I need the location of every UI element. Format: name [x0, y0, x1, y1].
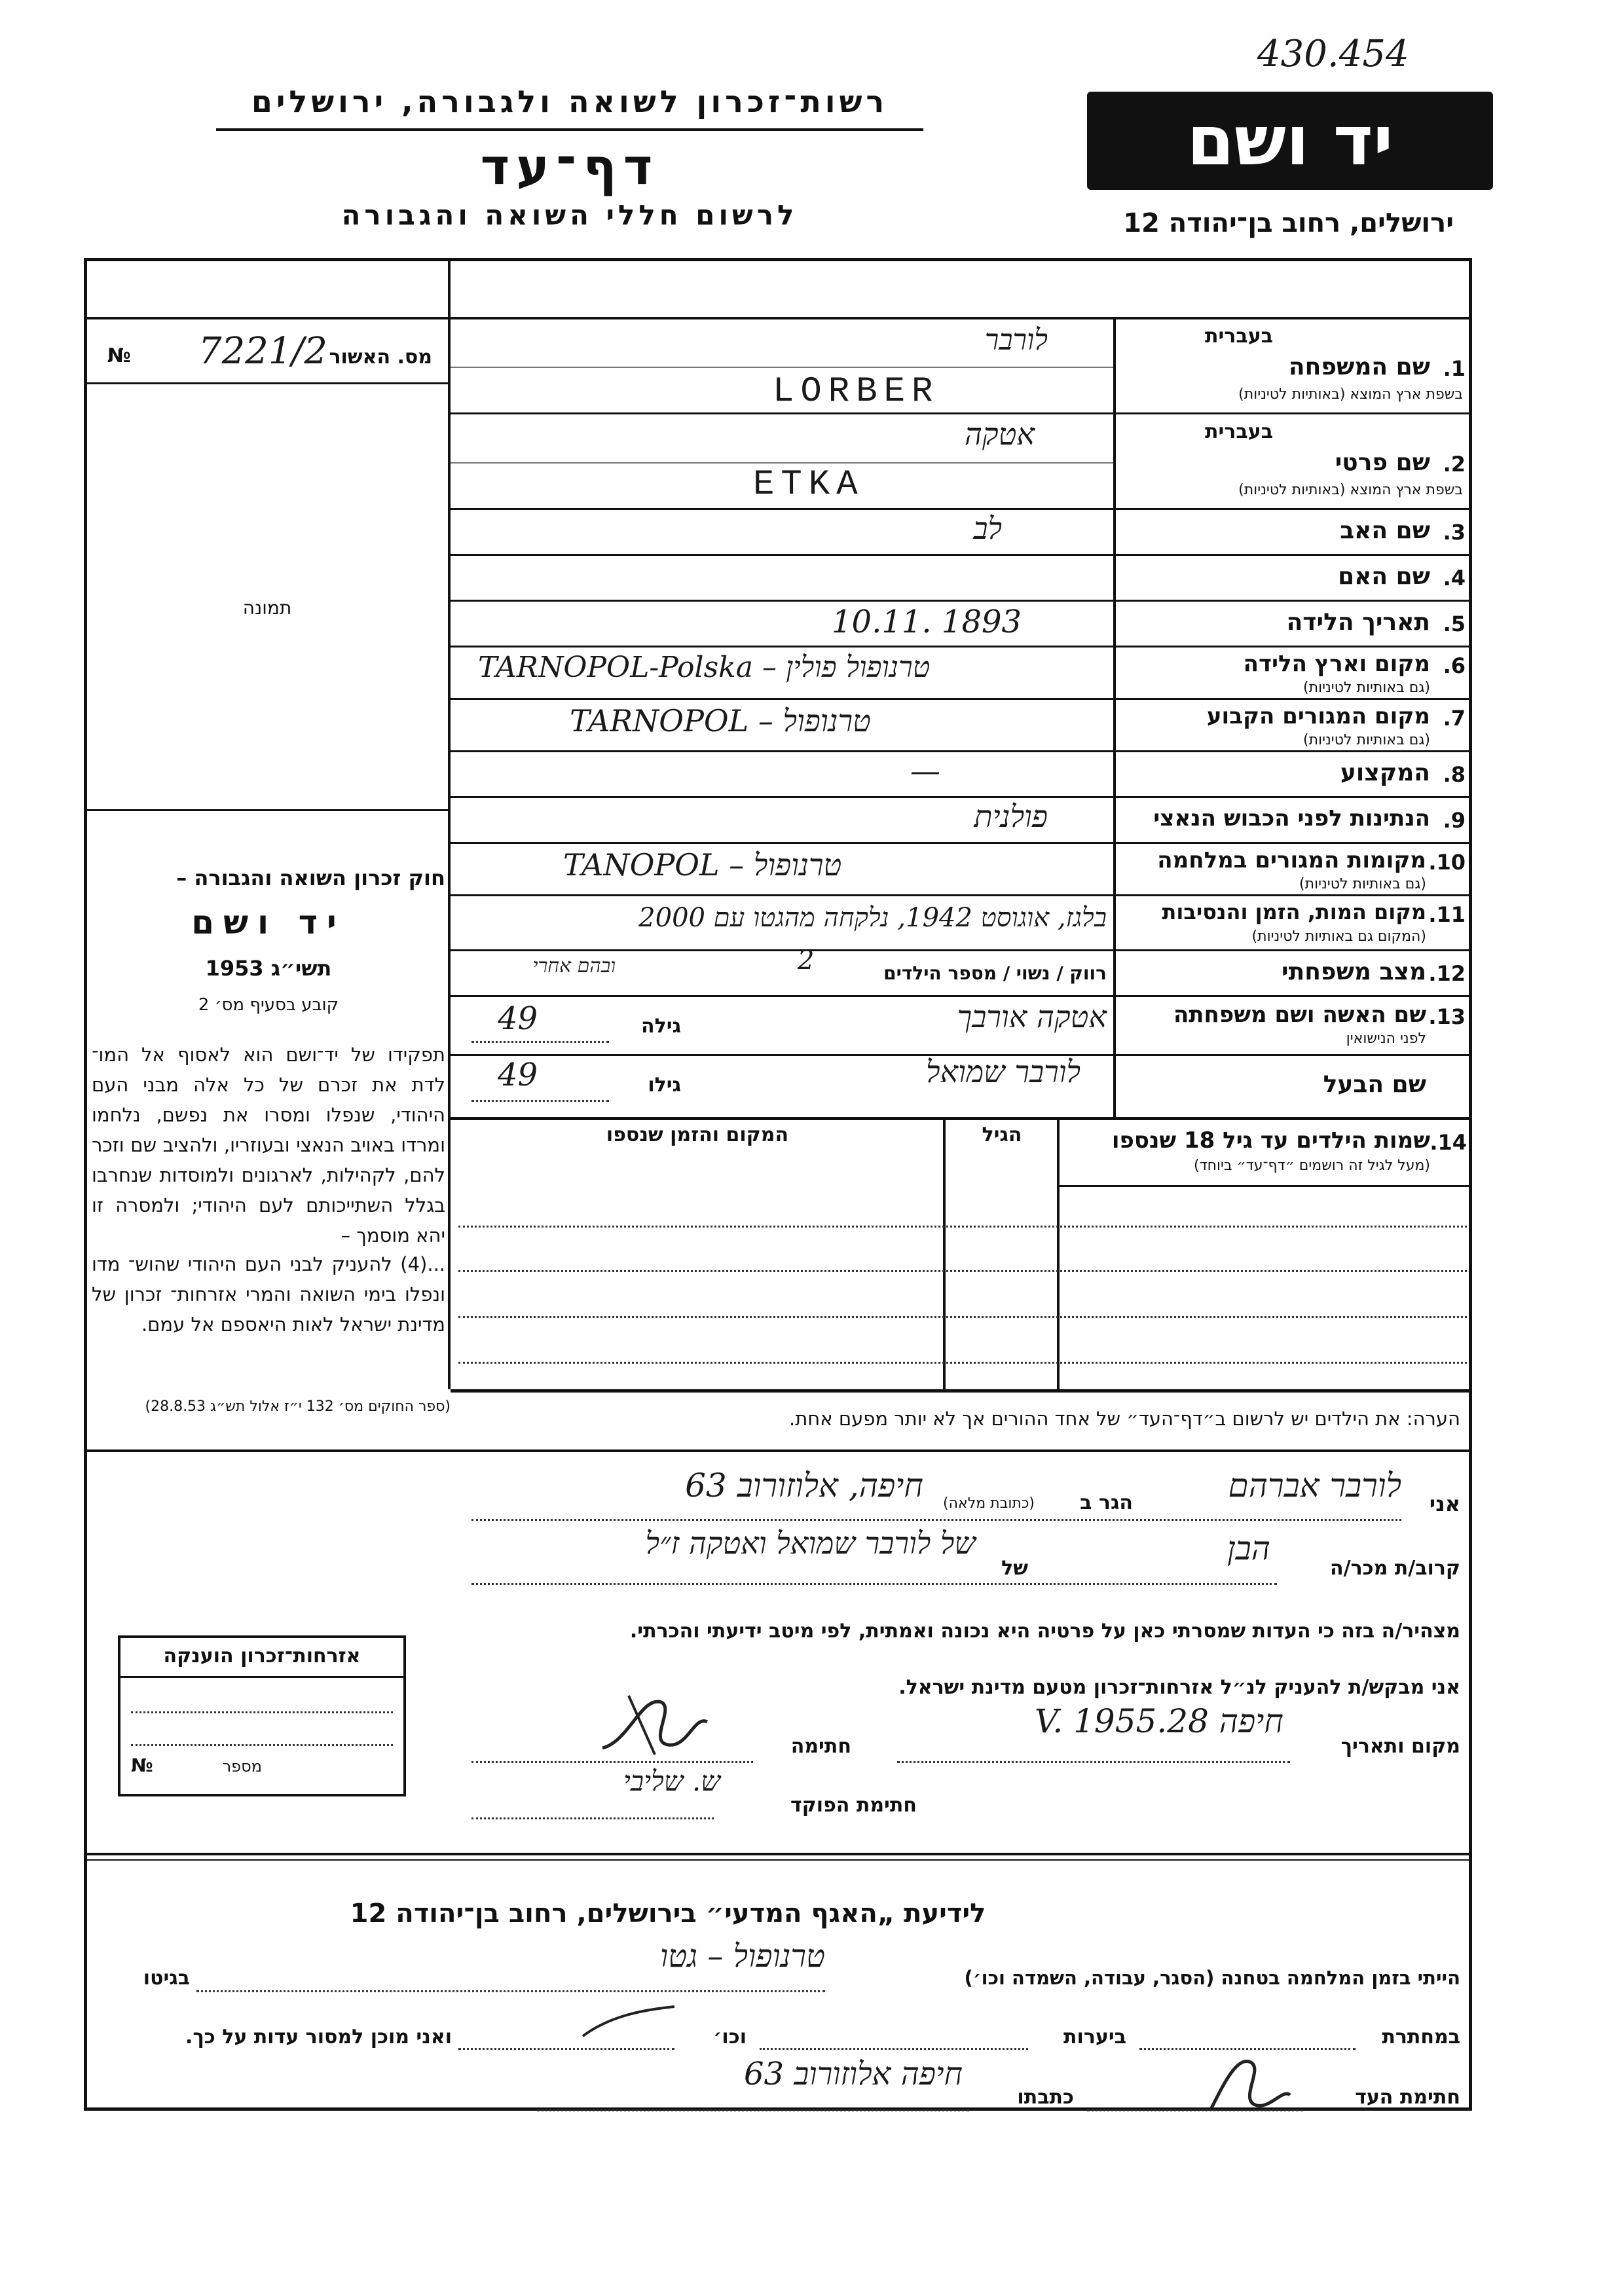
declaration-text: מצהיר/ה בזה כי העדות שמסרתי כאן על פרטיה היא נכונה ואמתית, לפי מיטב ידיעתי והכרתי. — [629, 1620, 1460, 1643]
field-1-value-he: לורבר — [984, 323, 1048, 357]
field-6-sub: (גם באותיות לטיניות) — [1303, 680, 1430, 696]
husband-rule — [451, 1117, 1472, 1120]
citizenship-line-1 — [131, 1711, 393, 1713]
field-13-label: שם האשה ושם משפחתה — [1173, 1002, 1426, 1028]
photo-rule — [84, 809, 451, 811]
field-9-value: פולנית — [974, 799, 1048, 834]
field-6-rule — [451, 698, 1472, 700]
field-5-label-cell — [1116, 602, 1469, 646]
confirm-number-row — [92, 330, 439, 373]
field-13-number: 13. — [1428, 1004, 1466, 1029]
field-12-value: 2 — [798, 945, 815, 975]
declarant-of-label: של — [1001, 1557, 1028, 1580]
field-2-label-cell — [1116, 415, 1469, 508]
bottom-forests-dots — [760, 2048, 1028, 2050]
field-10-number: 10. — [1428, 850, 1466, 875]
field-6-label-cell — [1116, 648, 1469, 698]
field-11-value: בלגז, אוגוסט 1942, נלקחה מהגטו עם 2000 — [638, 903, 1107, 933]
bottom-line1-value: טרנופול – גטו — [660, 1938, 825, 1975]
field-7-rule — [451, 750, 1472, 752]
citizenship-title-rule — [118, 1676, 406, 1678]
field-13-age: 49 — [498, 1000, 538, 1037]
address-label: כתבתו — [1017, 2086, 1074, 2109]
field-7-sub: (גם באותיות לטיניות) — [1303, 732, 1430, 748]
field-2-rule — [451, 508, 1472, 510]
bottom-etc-dots — [458, 2048, 674, 2050]
field-9-label: הנתינות לפני הכבוש הנאצי — [1153, 805, 1430, 831]
field-11-number: 11. — [1428, 902, 1466, 927]
note: הערה: את הילדים יש לרשום ב״דף־העד״ של אחד ההורים אך לא יותר מפעם אחת. — [789, 1408, 1460, 1430]
place-date-line — [897, 1761, 1290, 1763]
field-4-label-cell — [1116, 556, 1469, 600]
field-5-rule — [451, 646, 1472, 647]
husband-age: 49 — [498, 1057, 538, 1093]
place-date-label: מקום ותאריך — [1340, 1735, 1460, 1758]
field-1-number: 1. — [1443, 356, 1466, 381]
field-8-number: 8. — [1443, 762, 1466, 787]
confirm-label: מס. האשור — [329, 346, 432, 369]
children-row-4 — [458, 1362, 1467, 1364]
field-6-value: TARNOPOL-Polska – טרנופול פולין — [478, 651, 931, 684]
field-7-number: 7. — [1443, 706, 1466, 731]
address: ירושלים, רחוב בן־יהודה 12 — [1123, 208, 1454, 238]
officer-label: חתימת הפוקד — [790, 1794, 917, 1817]
declarant-line-2 — [471, 1583, 1277, 1585]
field-11-label-cell — [1116, 897, 1469, 949]
field-13-label-cell — [1116, 998, 1469, 1054]
left-col-rule — [448, 258, 451, 1389]
address-value: חיפה אלוזורוב 63 — [743, 2056, 963, 2092]
declarant-name: לורבר אברהם — [1228, 1467, 1401, 1504]
declarant-of-value: של לורבר שמואל ואטקה ז״ל — [645, 1525, 976, 1561]
declarant-relation-label: קרוב/ת מכר/ה — [1330, 1557, 1460, 1580]
request-text: אני מבקש/ת להעניק לנ״ל אזרחות־זכרון מטעם מדינת ישראל. — [898, 1676, 1460, 1699]
field-8-rule — [451, 796, 1472, 798]
signature-label: חתימה — [790, 1735, 851, 1758]
form-title: דף־עד — [480, 137, 659, 196]
field-6-label: מקום וארץ הלידה — [1243, 651, 1430, 677]
law-name: יד ושם — [191, 903, 346, 941]
citizenship-title: אזרחות־זכרון הוענקה — [163, 1645, 361, 1667]
field-10-label: מקומות המגורים במלחמה — [1157, 847, 1426, 873]
note-rule — [84, 1449, 1472, 1452]
field-13-age-label: גילה — [641, 1015, 681, 1038]
checkmark-stroke — [576, 2003, 681, 2043]
declarant-i-label: אני — [1429, 1491, 1460, 1516]
field-2-sub-top: בעברית — [1205, 420, 1273, 443]
bottom-title: לידיעת „האגף המדעי״ בירושלים, רחוב בן־יהודה 12 — [350, 1899, 986, 1929]
field-2-mid-rule — [451, 462, 1113, 464]
field-2-number: 2. — [1443, 452, 1466, 477]
field-8-label-cell — [1116, 753, 1469, 796]
field-8-value: — — [910, 753, 940, 788]
children-number: 14. — [1430, 1130, 1467, 1155]
field-1-label-cell — [1116, 319, 1469, 412]
children-row-1 — [458, 1226, 1467, 1228]
children-label: שמות הילדים עד גיל 18 שנספו — [1111, 1127, 1430, 1154]
field-3-label: שם האב — [1340, 517, 1430, 544]
field-5-value: 10.11. 1893 — [832, 604, 1022, 640]
bottom-willing: ואני מוכן למסור עדות על כך. — [185, 2026, 452, 2049]
field-3-rule — [451, 554, 1472, 556]
field-4-label: שם האם — [1338, 563, 1430, 590]
children-bottom-rule — [451, 1389, 1472, 1393]
field-12-label: מצב משפחתי — [1282, 958, 1426, 985]
field-2-label: שם פרטי — [1335, 449, 1430, 476]
children-row-3 — [458, 1316, 1467, 1318]
witness-signature — [1192, 2043, 1297, 2121]
field-5-number: 5. — [1443, 611, 1466, 636]
bottom-etc: וכו׳ — [713, 2026, 747, 2049]
place-date: חיפה 28.V. 1955 — [1034, 1702, 1283, 1740]
officer-line — [471, 1817, 714, 1819]
field-12-rule — [451, 995, 1472, 997]
children-sub: (מעל לגיל זה רושמים ״דף־עד״ ביוחד) — [1194, 1157, 1430, 1174]
field-10-rule — [451, 894, 1472, 896]
field-2-value-latin: ETKA — [753, 465, 864, 505]
law-text-1: תפקידו של יד־ושם הוא לאסוף אל המו־ לדת את זכרם של כל אלה מבני העם היהודי, שנפלו ומסרו את נפשם, נלחמו ומרדו באויב הנאצי ובעוזריו, ולהציב שם וזכר להם, לקהילות, לארגונים ולמוסדות שנחרבו בגלל השתייכותם לעם היהודי; ולמסרה זו יהא מוסמך – — [92, 1044, 445, 1247]
children-col-rule-1 — [943, 1120, 946, 1389]
yad-vashem-logo — [1087, 92, 1493, 190]
field-1-rule — [451, 412, 1472, 414]
declarant-resides-label: הגר ב — [1080, 1491, 1133, 1514]
lower-rule-2 — [84, 1859, 1472, 1861]
field-3-value: לב — [973, 511, 1002, 546]
field-1-mid-rule — [451, 367, 1113, 368]
field-10-label-cell — [1116, 845, 1469, 894]
field-13-value: אטקה אורבך — [957, 999, 1107, 1034]
declarant-address-note: (כתובת מלאה) — [943, 1495, 1035, 1512]
field-7-label: מקום המגורים הקבוע — [1206, 703, 1430, 729]
field-13-sub: לפני הנישואין — [1346, 1030, 1426, 1047]
bottom-ghetto-label: בגיטו — [143, 1967, 190, 1990]
field-4-number: 4. — [1443, 566, 1466, 591]
field-9-number: 9. — [1443, 808, 1466, 833]
field-11-sub: (המקום גם באותיות לטיניות) — [1251, 928, 1426, 945]
field-12-label-cell — [1116, 952, 1469, 995]
address-dots — [537, 2109, 969, 2111]
authority-title: רשות־זכרון לשואה ולגבורה, ירושלים — [251, 84, 889, 119]
field-9-rule — [451, 842, 1472, 844]
children-col-age: הגיל — [982, 1123, 1022, 1146]
bottom-line1-label: הייתי בזמן המלחמה בטחנה (הסגר, עבודה, השמדה וכו׳) — [964, 1967, 1460, 1989]
law-source: (ספר החוקים מס׳ 132 י״ז אלול תש״ג 28.8.53) — [145, 1398, 451, 1415]
field-2-sub: בשפת ארץ המוצא (באותיות לטיניות) — [1238, 482, 1463, 498]
field-13-age-dots — [471, 1041, 609, 1043]
field-7-label-cell — [1116, 701, 1469, 750]
field-6-number: 6. — [1443, 653, 1466, 678]
form-subtitle: לרשום חללי השואה והגבורה — [341, 199, 798, 231]
law-clause: קובע בסעיף מס׳ 2 — [198, 995, 339, 1015]
no-sign: № — [107, 344, 131, 367]
husband-label-cell — [1116, 1057, 1469, 1117]
declarant-address: חיפה, אלוזורוב 63 — [685, 1467, 923, 1504]
field-11-rule — [451, 949, 1472, 951]
children-header-rule — [1057, 1185, 1472, 1187]
field-1-sub-top: בעברית — [1205, 325, 1273, 348]
officer-signature: ש. שליבי — [623, 1765, 720, 1797]
bottom-forests: ביערות — [1063, 2026, 1126, 2049]
archive-number: 430.454 — [1257, 33, 1409, 75]
field-7-value: TARNOPOL – טרנופול — [570, 703, 871, 738]
law-title: חוק זכרון השואה והגבורה – — [176, 866, 445, 890]
confirm-rule — [84, 382, 451, 384]
field-10-sub: (גם באותיות לטיניות) — [1299, 876, 1426, 892]
husband-label: שם הבעל — [1323, 1071, 1426, 1098]
children-row-2 — [458, 1270, 1467, 1272]
field-10-value: TANOPOL – טרנופול — [563, 847, 842, 883]
field-1-label: שם המשפחה — [1288, 354, 1430, 380]
law-year: תשי״ג 1953 — [205, 956, 332, 981]
citizenship-line-2 — [131, 1744, 393, 1746]
field-9-label-cell — [1116, 799, 1469, 842]
children-header-cell — [1061, 1121, 1471, 1184]
field-12-inline: רווק / נשוי / מספר הילדים — [883, 962, 1107, 984]
declarant-signature — [589, 1683, 720, 1768]
field-8-label: המקצוע — [1340, 759, 1430, 786]
field-12-extra: ובהם אחרי — [532, 955, 616, 977]
header-rule — [216, 128, 923, 131]
declarant-line-1 — [471, 1519, 1401, 1521]
bottom-line1-dots — [196, 1990, 825, 1992]
husband-age-label: גילו — [648, 1074, 681, 1097]
witness-label: חתימת העד — [1355, 2086, 1460, 2109]
field-3-number: 3. — [1443, 520, 1466, 545]
field-12-number: 12. — [1428, 961, 1466, 986]
citizenship-no-sign: № — [131, 1755, 153, 1776]
children-col-rule-2 — [1057, 1120, 1060, 1389]
photo-label: תמונה — [242, 597, 292, 619]
bottom-underground: במחתרת — [1382, 2026, 1460, 2049]
husband-age-dots — [471, 1100, 609, 1102]
logo-text: יד ושם — [1187, 101, 1393, 181]
field-3-label-cell — [1116, 511, 1469, 554]
declarant-relation: הבן — [1227, 1529, 1270, 1567]
field-11-label: מקום המות, הזמן והנסיבות — [1162, 900, 1426, 924]
husband-value: לורבר שמואל — [926, 1054, 1080, 1089]
children-col-place: המקום והזמן שנספו — [606, 1123, 789, 1146]
field-1-sub: בשפת ארץ המוצא (באותיות לטיניות) — [1238, 386, 1463, 403]
field-1-value-latin: LORBER — [773, 372, 940, 412]
field-4-rule — [451, 600, 1472, 602]
law-text-2: ...(4) להעניק לבני העם היהודי שהוש־ מדו ונפלו בימי השואה והמרי אזרחות־ זכרון של מדינת ישראל לאות היאספם אל עמם. — [92, 1253, 445, 1336]
field-2-value-he: אטקה — [965, 416, 1035, 452]
citizenship-number-label: מספר — [222, 1757, 262, 1776]
lower-rule-1 — [84, 1853, 1472, 1855]
confirm-number: 7221/2 — [198, 330, 327, 373]
field-5-label: תאריך הלידה — [1286, 609, 1430, 636]
